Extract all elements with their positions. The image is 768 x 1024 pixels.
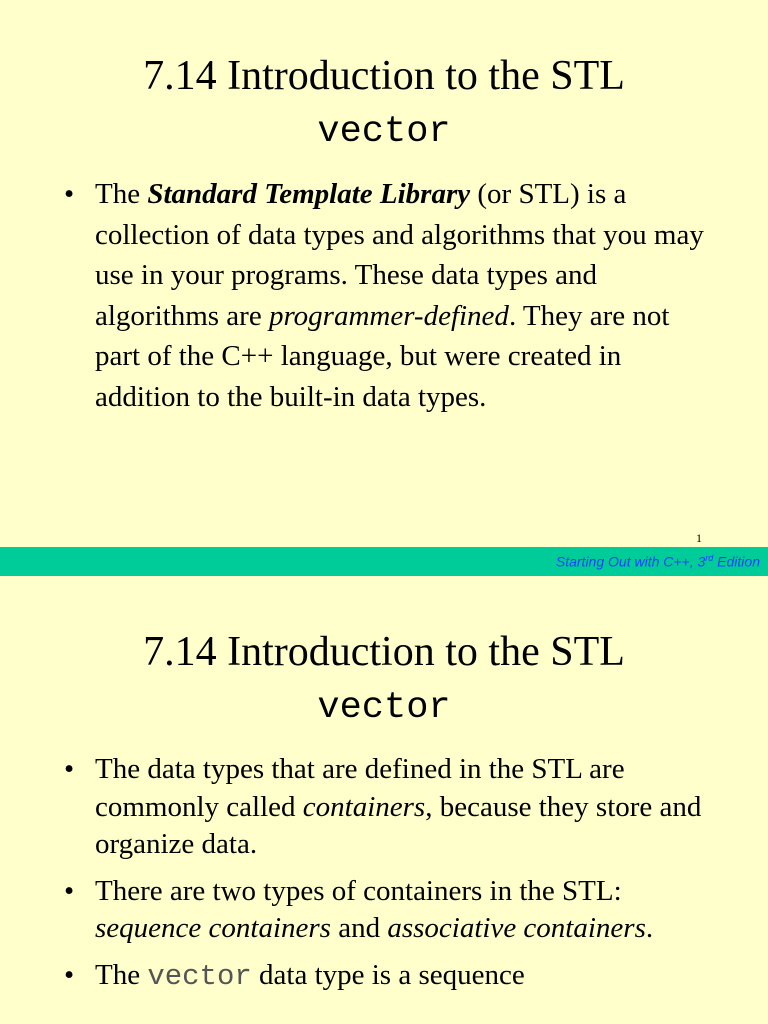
bullet-text: (or STL) is a collection of data types and algorithms that you may use in your programs. These data types and algorithms are <box>95 178 704 332</box>
slide-1-subtitle: vector <box>317 111 451 153</box>
slide-1-bullet-list <box>62 174 712 417</box>
bullet-text: There are two types of containers in the STL: <box>95 874 622 907</box>
footer-text-main: Starting Out with C++, 3 <box>555 553 706 570</box>
slide-2-subtitle: vector <box>317 687 451 729</box>
bullet-code: vector <box>147 959 252 993</box>
slide-2-bullet-2 <box>62 873 712 948</box>
footer-text-end: Edition <box>713 553 760 570</box>
slide-2 <box>0 576 768 1024</box>
footer-text <box>556 553 760 570</box>
footer-text-sup: rd <box>705 553 714 563</box>
slide-2-bullet-3 <box>62 957 712 996</box>
bullet-text: data type is a sequence <box>251 958 525 991</box>
bullet-text: The <box>95 958 148 991</box>
page-number: 1 <box>696 531 702 545</box>
slide-1-bullet-1 <box>62 174 712 417</box>
bullet-emphasis: associative containers <box>387 912 646 944</box>
bullet-emphasis: programmer-defined <box>268 299 509 332</box>
bullet-emphasis: sequence containers <box>95 912 331 944</box>
slide-2-title: 7.14 Introduction to the STL <box>143 629 625 675</box>
slide-2-bullet-1 <box>62 751 712 864</box>
bullet-text: and <box>330 912 388 944</box>
slide-1-title: 7.14 Introduction to the STL <box>143 53 625 99</box>
footer-bar <box>0 547 768 576</box>
slide-2-bullet-list <box>62 751 712 1004</box>
bullet-text: , because they store and organize data. <box>95 790 702 860</box>
bullet-text: . <box>645 912 654 944</box>
bullet-text: The <box>95 178 148 210</box>
bullet-text: The data types that are defined in the STL are commonly called <box>95 753 625 823</box>
bullet-text: . They are not part of the C++ language, but were created in addition to the built-in data types. <box>95 299 670 413</box>
bullet-emphasis: containers <box>302 790 426 823</box>
bullet-emphasis: Standard Template Library <box>147 178 471 210</box>
